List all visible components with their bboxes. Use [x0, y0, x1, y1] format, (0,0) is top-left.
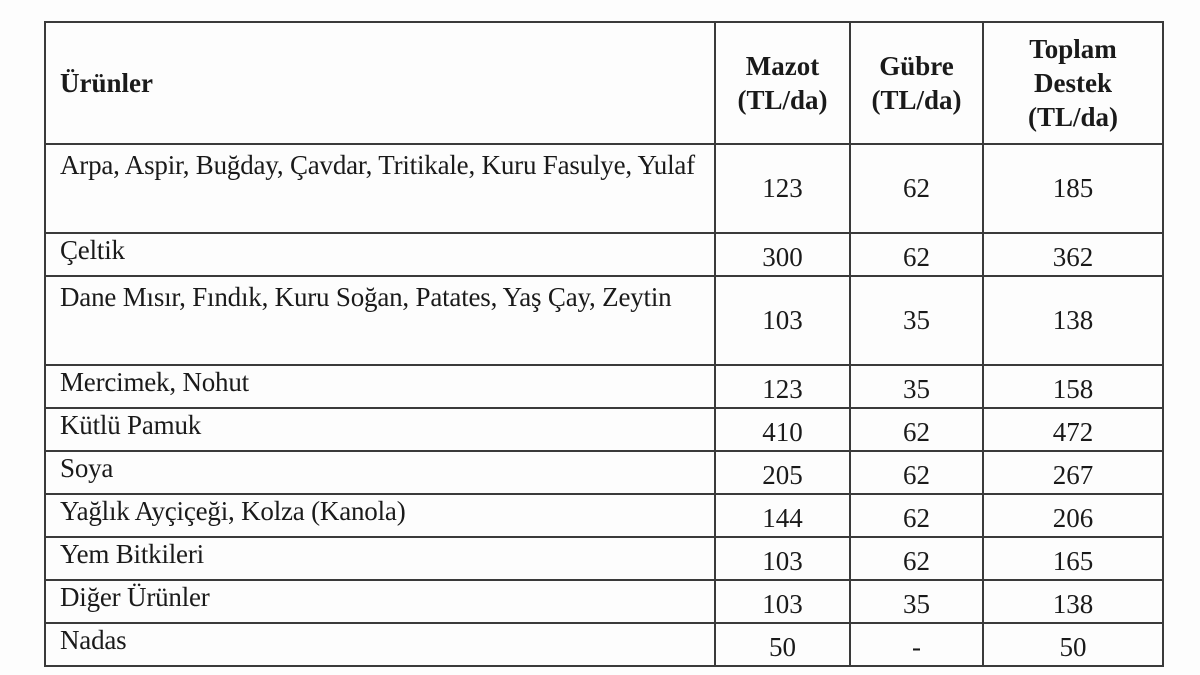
gubre-cell: 35	[850, 276, 983, 365]
table-row	[45, 408, 1163, 451]
gubre-cell: 35	[850, 580, 983, 623]
table-row	[45, 144, 1163, 233]
product-cell: Çeltik	[45, 233, 715, 276]
header-row	[45, 22, 1163, 144]
mazot-cell: 103	[715, 276, 850, 365]
product-cell: Yem Bitkileri	[45, 537, 715, 580]
table-row	[45, 233, 1163, 276]
table-row	[45, 494, 1163, 537]
support-table	[44, 21, 1164, 667]
total-cell: 165	[983, 537, 1163, 580]
header-total-line-2: Destek	[1034, 68, 1112, 98]
gubre-cell: 62	[850, 451, 983, 494]
total-cell: 472	[983, 408, 1163, 451]
gubre-cell: 62	[850, 144, 983, 233]
product-cell: Dane Mısır, Fındık, Kuru Soğan, Patates, Yaş Çay, Zeytin	[45, 276, 715, 365]
gubre-cell: 62	[850, 494, 983, 537]
product-cell: Diğer Ürünler	[45, 580, 715, 623]
mazot-cell: 123	[715, 144, 850, 233]
mazot-cell: 50	[715, 623, 850, 666]
table-row	[45, 365, 1163, 408]
header-total-line-3: (TL/da)	[1027, 102, 1119, 132]
gubre-cell: 62	[850, 537, 983, 580]
total-cell: 362	[983, 233, 1163, 276]
product-cell: Arpa, Aspir, Buğday, Çavdar, Tritikale, Kuru Fasulye, Yulaf	[45, 144, 715, 233]
total-cell: 50	[983, 623, 1163, 666]
header-mazot-line-2: (TL/da)	[737, 85, 828, 115]
product-cell: Yağlık Ayçiçeği, Kolza (Kanola)	[45, 494, 715, 537]
header-gubre-line-2: (TL/da)	[871, 85, 962, 115]
product-cell: Nadas	[45, 623, 715, 666]
mazot-cell: 410	[715, 408, 850, 451]
mazot-cell: 103	[715, 537, 850, 580]
header-products: Ürünler	[45, 22, 715, 144]
table-body	[45, 144, 1163, 666]
total-cell: 138	[983, 276, 1163, 365]
mazot-cell: 144	[715, 494, 850, 537]
total-cell: 138	[983, 580, 1163, 623]
header-total-support	[983, 22, 1163, 144]
table-header	[45, 22, 1163, 144]
product-cell: Mercimek, Nohut	[45, 365, 715, 408]
table-row	[45, 451, 1163, 494]
table-row	[45, 580, 1163, 623]
total-cell: 206	[983, 494, 1163, 537]
header-gubre-line-1: Gübre	[879, 51, 954, 81]
product-cell: Kütlü Pamuk	[45, 408, 715, 451]
total-cell: 267	[983, 451, 1163, 494]
header-gubre	[850, 22, 983, 144]
total-cell: 185	[983, 144, 1163, 233]
total-cell: 158	[983, 365, 1163, 408]
product-cell: Soya	[45, 451, 715, 494]
gubre-cell: 35	[850, 365, 983, 408]
mazot-cell: 205	[715, 451, 850, 494]
mazot-cell: 103	[715, 580, 850, 623]
mazot-cell: 123	[715, 365, 850, 408]
table-row	[45, 623, 1163, 666]
gubre-cell: 62	[850, 233, 983, 276]
header-mazot	[715, 22, 850, 144]
table-row	[45, 537, 1163, 580]
header-mazot-line-1: Mazot	[745, 51, 820, 81]
mazot-cell: 300	[715, 233, 850, 276]
table-row	[45, 276, 1163, 365]
gubre-cell: 62	[850, 408, 983, 451]
header-total-line-1: Toplam	[1029, 34, 1117, 64]
gubre-cell: -	[850, 623, 983, 666]
